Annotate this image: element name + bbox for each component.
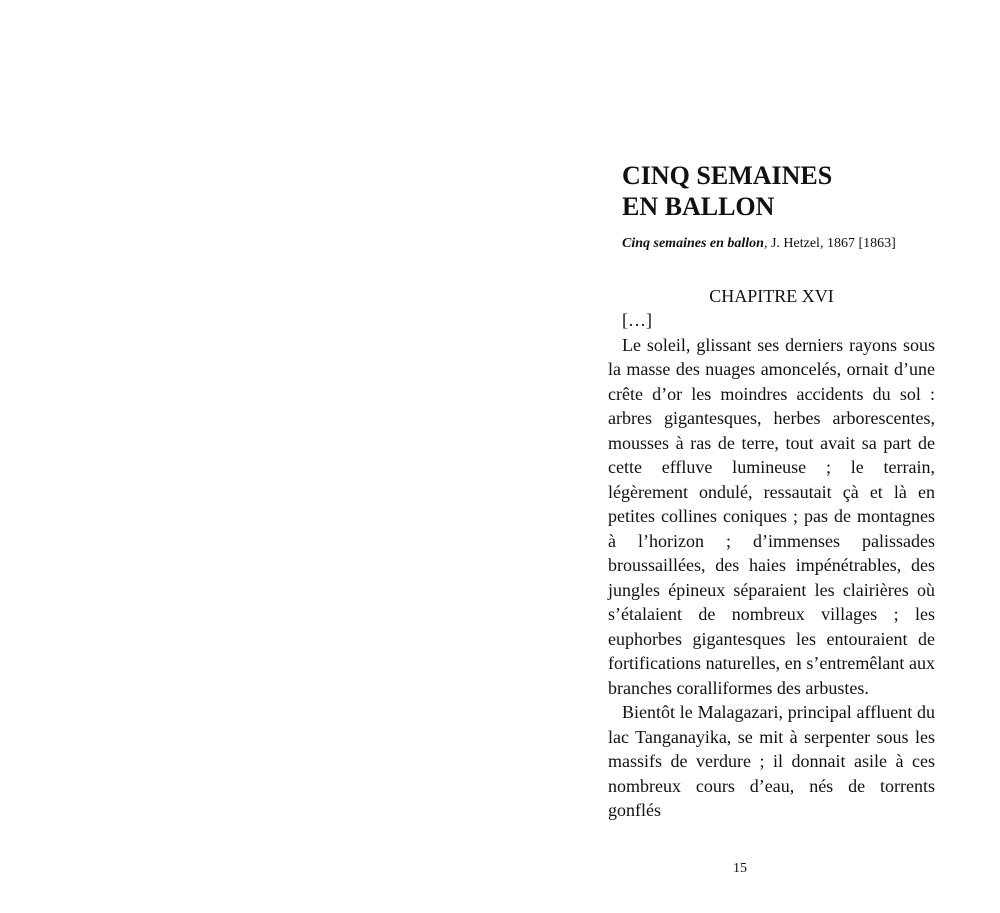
body-text bbox=[608, 308, 935, 823]
chapter-heading: CHAPITRE XVI bbox=[709, 286, 834, 306]
source-work-title: Cinq semaines en ballon bbox=[622, 236, 764, 251]
source-citation bbox=[622, 235, 962, 253]
page-title bbox=[622, 160, 952, 222]
title-line-1: CINQ SEMAINES bbox=[622, 161, 833, 190]
source-details: , J. Hetzel, 1867 [1863] bbox=[763, 236, 896, 251]
paragraph-2: Bientôt le Malagazari, principal affluent du lac Tanganayika, se mit à serpenter sous les massifs de verdure ; il donnait asile à ces nombreux cours d’eau, nés de torrents gonflés bbox=[608, 702, 935, 820]
title-line-2: EN BALLON bbox=[622, 192, 775, 221]
page-number: 15 bbox=[733, 861, 747, 876]
elision-marker: […] bbox=[622, 310, 652, 330]
paragraph-1: Le soleil, glissant ses derniers rayons sous la masse des nuages amoncelés, ornait d’une crête d’or les moindres accidents du sol : arbres gigantesques, herbes arborescentes, mousses à ras de terre, tout avait sa part de cette effluve lumineuse ; le terrain, légèrement ondulé, ressautait çà et là en petites collines coniques ; pas de montagnes à l’horizon ; d’immenses palissades broussaillées, des haies impénétrables, des jungles épineux séparaient les clairières où s’étalaient de nombreux villages ; les euphorbes gigantesques les entouraient de fortifications naturelles, en s’entremêlant aux branches coralliformes des arbustes. bbox=[608, 334, 935, 698]
right-page bbox=[500, 0, 1000, 913]
